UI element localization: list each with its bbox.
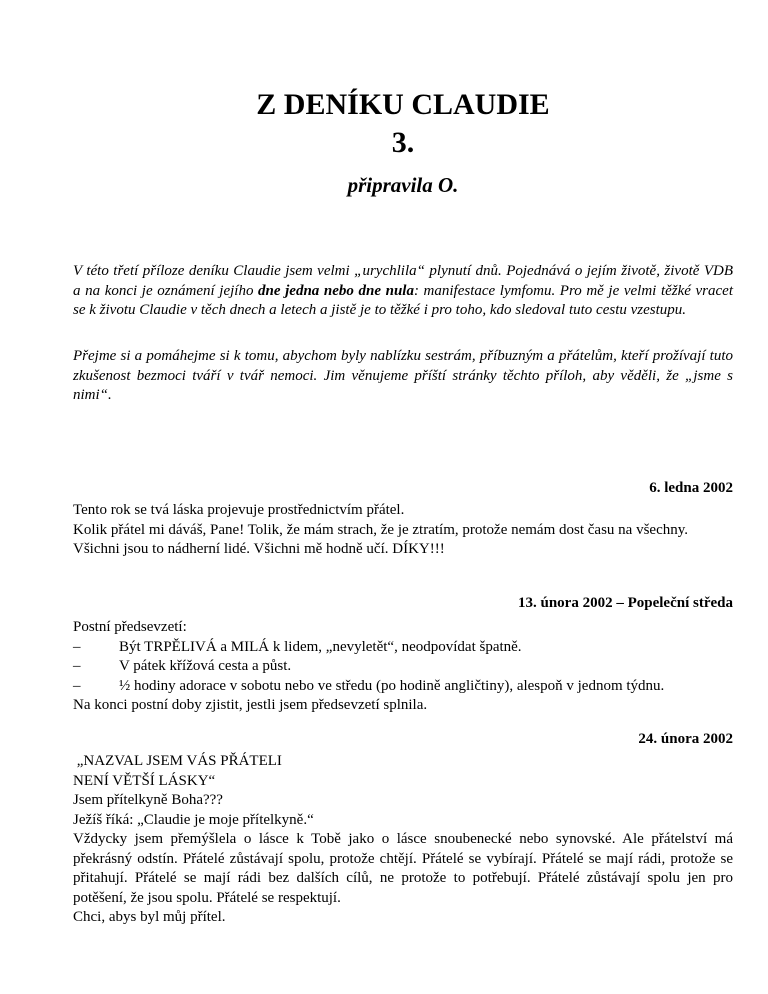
title-line-1: Z DENÍKU CLAUDIE xyxy=(256,88,550,121)
entry-line: Tento rok se tvá láska projevuje prostřednictvím přátel. xyxy=(73,502,405,518)
document-title xyxy=(73,86,733,162)
bullet-dash: – xyxy=(73,677,81,694)
entry-date-1: 6. ledna 2002 xyxy=(649,480,733,496)
title-line-2: 3. xyxy=(391,126,415,159)
entry-line: Všichni jsou to nádherní lidé. Všichni mě hodně učí. DÍKY!!! xyxy=(73,541,445,557)
entry-line: „NAZVAL JSEM VÁS PŘÁTELI xyxy=(73,753,282,769)
entry-body-3 xyxy=(73,752,733,928)
entry-body-1 xyxy=(73,501,733,560)
bullet-dash: – xyxy=(73,638,81,655)
entry-line: Ježíš říká: „Claudie je moje přítelkyně.“ xyxy=(73,811,314,828)
document-subtitle: připravila O. xyxy=(347,173,459,197)
intro-paragraph-1 xyxy=(73,262,733,321)
entry-date-3: 24. února 2002 xyxy=(638,731,733,747)
list-item xyxy=(73,657,733,677)
entry-date-2: 13. února 2002 – Popeleční středa xyxy=(518,595,733,611)
list-item-text: V pátek křížová cesta a půst. xyxy=(119,658,292,674)
entry-line: Kolik přátel mi dáváš, Pane! Tolik, že mám strach, že je ztratím, protože nemám dost času na všechny. xyxy=(73,521,688,538)
resolution-list xyxy=(73,638,733,697)
list-item-text: Být TRPĚLIVÁ a MILÁ k lidem, „nevyletět“, neodpovídat špatně. xyxy=(119,638,522,655)
intro-text-before: V této třetí příloze deníku Claudie jsem velmi „urychlila“ plynutí dnů. Pojednává o jejím životě, životě VDB a na konci je oznámení jejího xyxy=(73,263,733,299)
entry-line: Chci, abys byl můj přítel. xyxy=(73,909,226,925)
entry-line: Jsem přítelkyně Boha??? xyxy=(73,792,223,808)
entry-intro: Postní předsevzetí: xyxy=(73,619,187,635)
list-item xyxy=(73,638,733,658)
intro-text-after: : manifestace lymfomu. Pro mě je velmi těžké vracet se k životu Claudie v těch dnech a letech a jistě je to těžké i pro toho, kdo sledoval tuto cestu vzestupu. xyxy=(73,282,733,318)
list-item-text: ½ hodiny adorace v sobotu nebo ve středu (po hodině angličtiny), alespoň v jednom týdnu. xyxy=(119,677,665,694)
entry-outro: Na konci postní doby zjistit, jestli jsem předsevzetí splnila. xyxy=(73,697,428,713)
intro-bold-text: dne jedna nebo dne nula xyxy=(258,282,414,299)
entry-line: Vždycky jsem přemýšlela o lásce k Tobě jako o lásce snoubenecké nebo synovské. Ale přátelství má překrásný odstín. Přátelé zůstávají spolu, protože chtějí. Přátelé se vybírají. Přátelé se mají rádi, protože se přitahují. Přátelé se mají rádi bez dalších cílů, ne protože to potřebují. Přátelé zůstávají spolu jen pro potěšení, že jsou spolu. Přátelé se respektují. xyxy=(73,831,733,906)
bullet-dash: – xyxy=(73,658,81,674)
entry-line: NENÍ VĚTŠÍ LÁSKY“ xyxy=(73,772,216,789)
intro-paragraph-2: Přejme si a pomáhejme si k tomu, abychom byly nablízku sestrám, příbuzným a přátelům, kteří prožívají tuto zkušenost bezmoci tváří v tvář nemoci. Jim věnujeme příští stránky těchto příloh, aby věděli, že „jsme s nimi“. xyxy=(73,348,733,403)
list-item xyxy=(73,677,733,697)
entry-body-2 xyxy=(73,618,733,716)
